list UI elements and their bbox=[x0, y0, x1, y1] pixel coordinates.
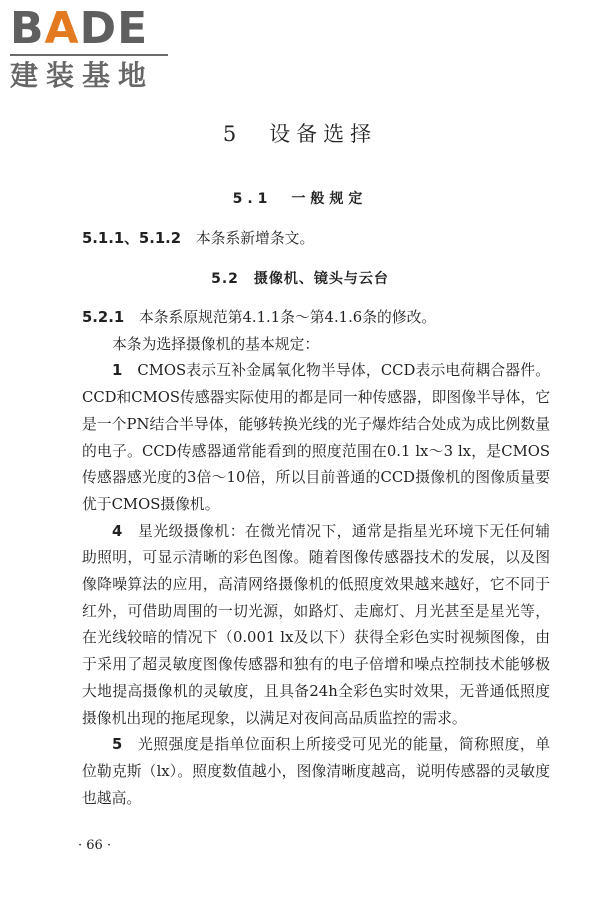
section-5-2-body bbox=[82, 305, 550, 812]
clause-number: 5.2.1 bbox=[82, 309, 125, 326]
intro-paragraph: 本条为选择摄像机的基本规定： bbox=[112, 335, 320, 353]
item-5-paragraph bbox=[82, 732, 550, 812]
item-number: 1 bbox=[112, 362, 123, 380]
bade-logo bbox=[10, 3, 175, 92]
clause-number: 5.1.1、5.1.2 bbox=[82, 230, 182, 247]
logo-chinese-name: 建装基地 bbox=[10, 59, 155, 92]
logo-divider bbox=[10, 54, 168, 56]
section-heading-5-1: 5.1 一般规定 bbox=[232, 191, 368, 207]
item-text: 星光级摄像机：在微光情况下，通常是指星光环境下无任何辅助照明，可显示清晰的彩色图像。随着图像传感器技术的发展，以及图像降噪算法的应用，高清网络摄像机的低照度效果越来越好，它不同于红外，可借助周围的一切光源，如路灯、走廊灯、月光甚至是星光等，在光线较暗的情况下（0.001 lx及以下）获得全彩色实时视频图像，由于采用了超灵敏度图像传感器和独有的电子倍增和噪点控制技术能够极大地提高摄像机的灵敏度，且具备24h全彩色实时效果，无普通低照度摄像机出现的拖尾现象，以满足对夜间高品质监控的需求。 bbox=[82, 522, 550, 727]
clause-text: 本条系原规范第4.1.1条～第4.1.6条的修改。 bbox=[124, 309, 437, 326]
chapter-title: 5 设备选择 bbox=[222, 122, 378, 146]
item-text: CMOS表示互补金属氧化物半导体，CCD表示电荷耦合器件。CCD和CMOS传感器实际使用的都是同一种传感器，即图像半导体，它是一个PN结合半导体，能够转换光线的光子爆炸结合处成为成比例数量的电子。CCD传感器通常能看到的照度范围在0.1 lx～3 lx，是CMOS传感器感光度的3倍～10倍，所以目前普通的CCD摄像机的图像质量要优于CMOS摄像机。 bbox=[82, 362, 550, 513]
clause-5-1-1 bbox=[82, 226, 550, 253]
clause-5-2-1 bbox=[82, 305, 550, 332]
logo-wordmark: BADE bbox=[10, 3, 149, 54]
section-heading-5-2: 5.2 摄像机、镜头与云台 bbox=[211, 271, 389, 287]
item-4-paragraph bbox=[82, 519, 550, 733]
item-text: 光照强度是指单位面积上所接受可见光的能量，简称照度，单位勒克斯（lx）。照度数值越小，图像清晰度越高，说明传感器的灵敏度也越高。 bbox=[82, 736, 550, 807]
page-number: · 66 · bbox=[78, 838, 112, 853]
item-number: 4 bbox=[112, 522, 123, 540]
item-1-paragraph bbox=[82, 358, 550, 518]
item-number: 5 bbox=[112, 736, 123, 754]
clause-text: 本条系新增条文。 bbox=[181, 230, 315, 247]
